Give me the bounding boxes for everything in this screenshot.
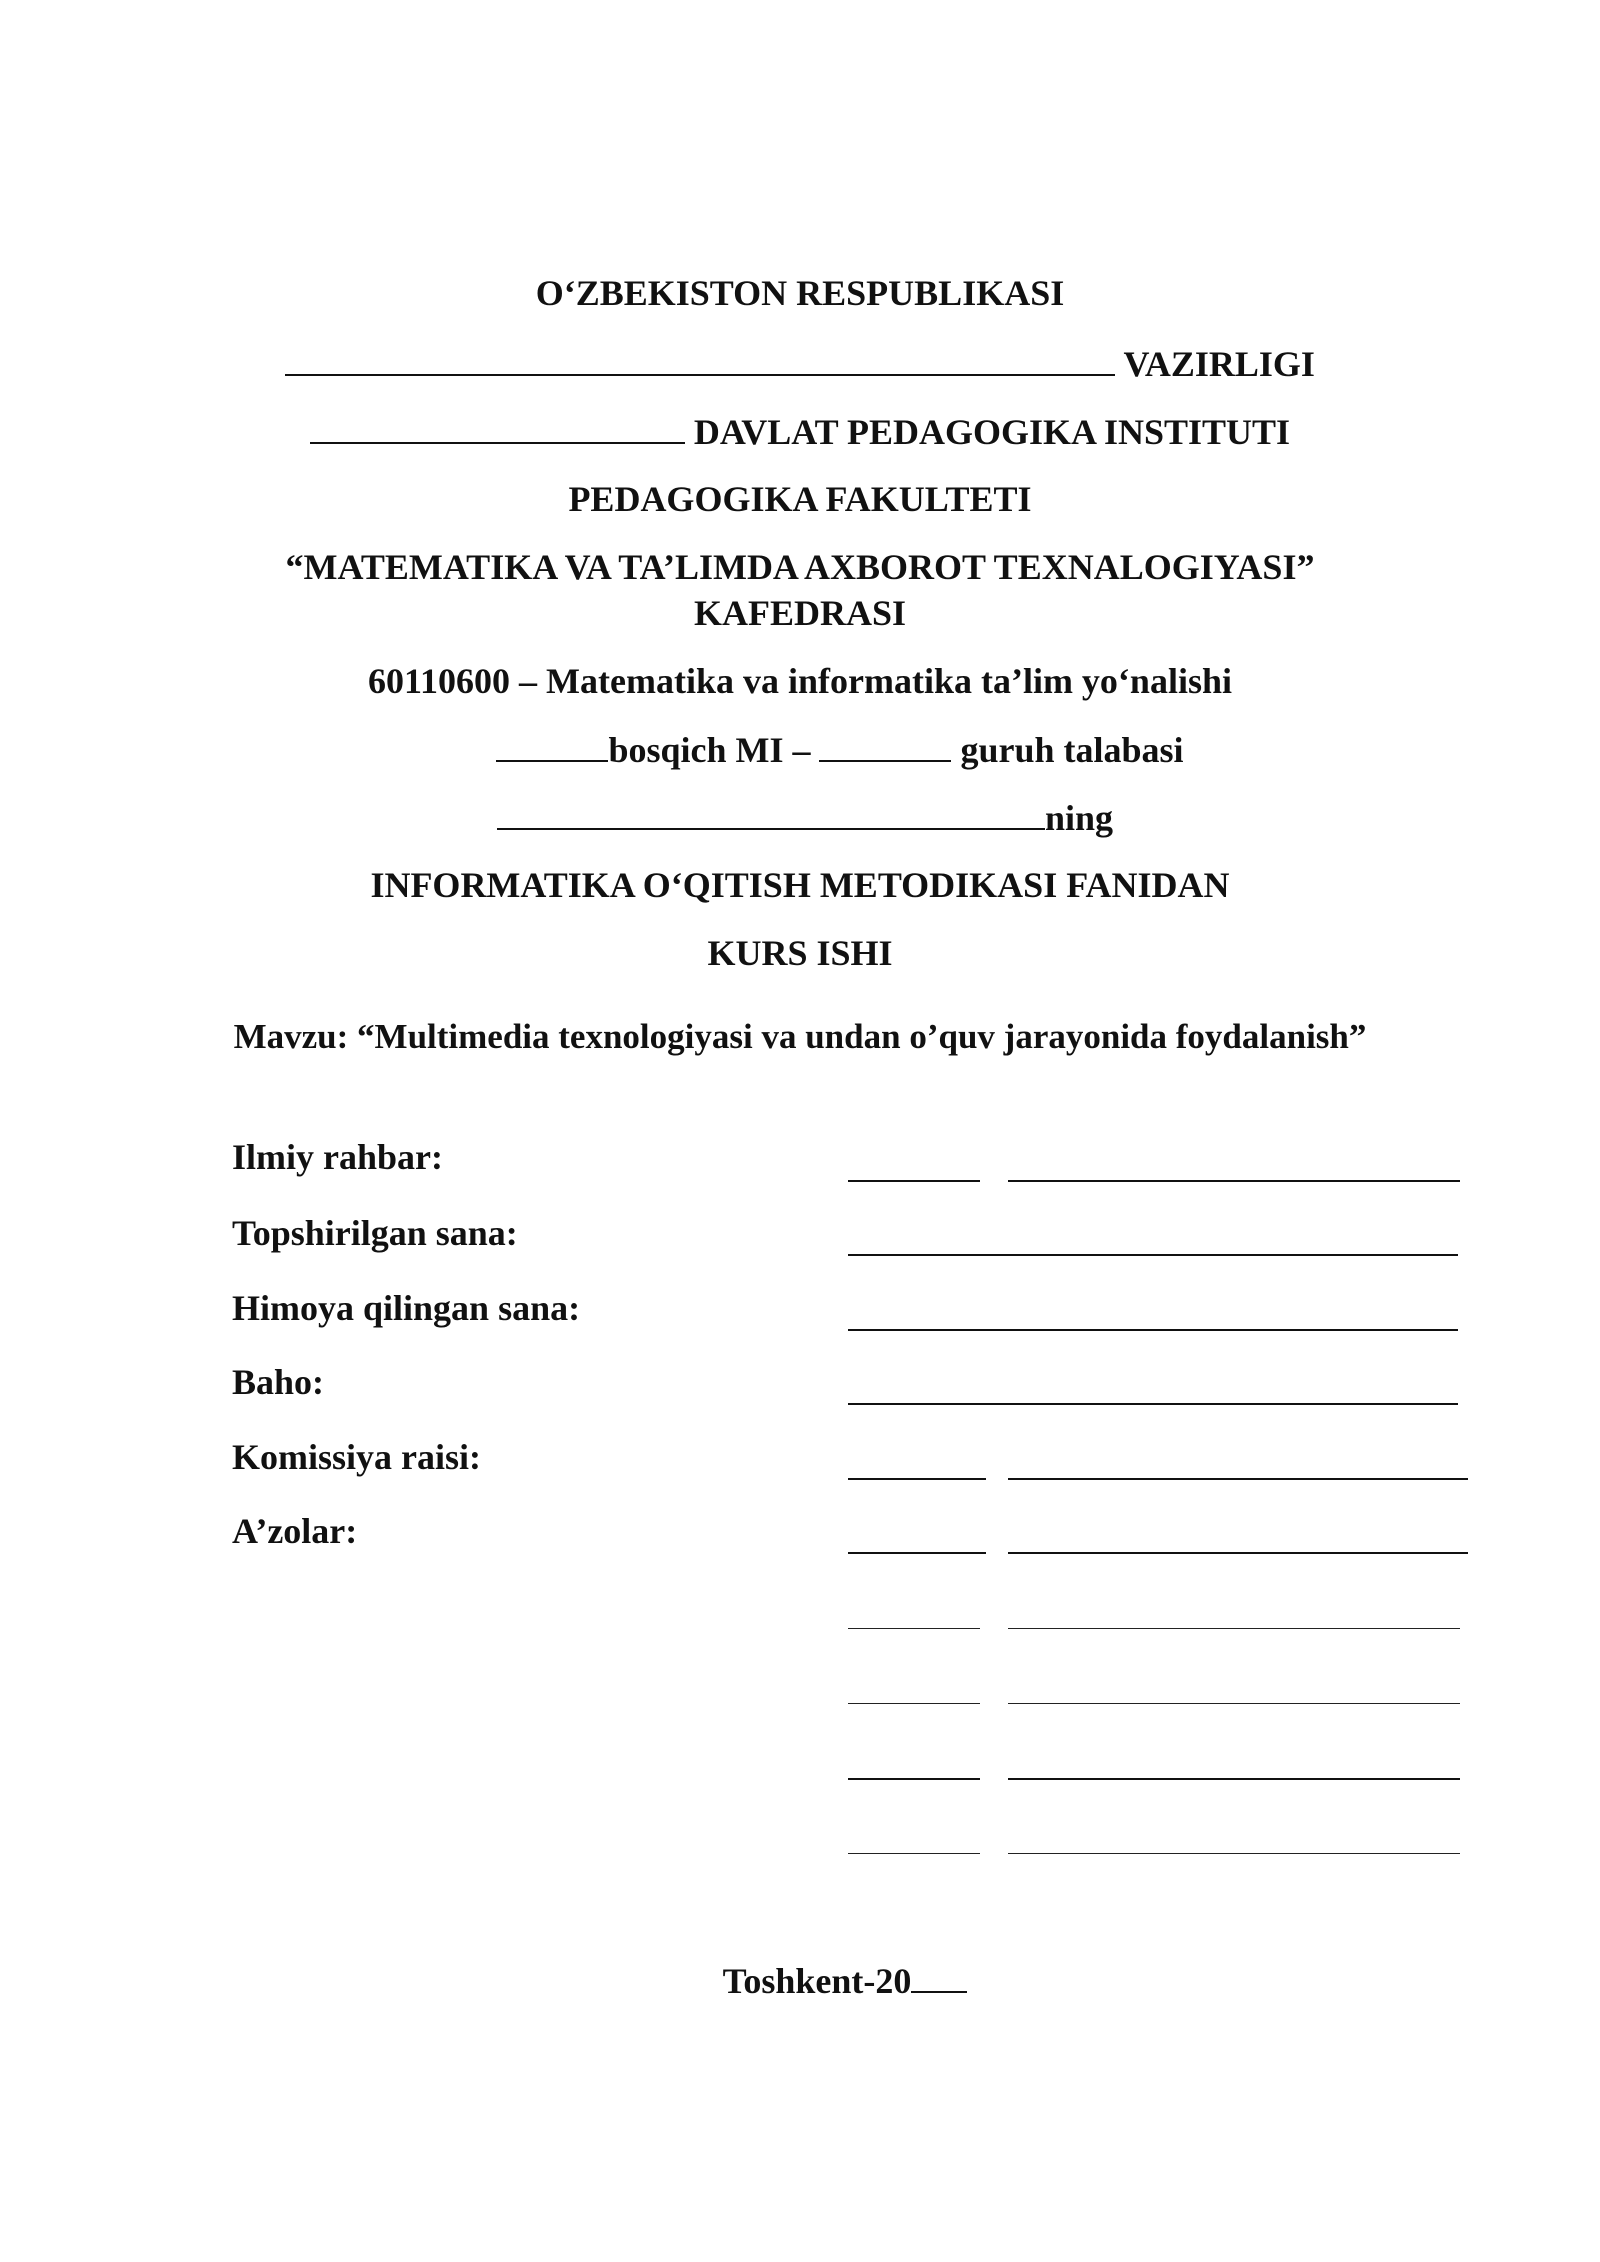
defended-date-label: Himoya qilingan sana: xyxy=(232,1288,581,1328)
city-year-text: Toshkent-20 xyxy=(722,1961,912,2001)
ministry-line xyxy=(0,340,1600,387)
institute-line xyxy=(0,408,1600,455)
work-type-heading xyxy=(0,930,1600,976)
topic-text: Mavzu: “Multimedia texnologiyasi va undan o’quv jarayonida foydalanish” xyxy=(233,1017,1367,1056)
specialty-line xyxy=(0,658,1600,704)
supervisor-name-line[interactable] xyxy=(1008,1180,1460,1182)
country-text: O‘ZBEKISTON RESPUBLIKASI xyxy=(535,273,1065,313)
grade-label: Baho: xyxy=(232,1362,325,1402)
subject-text: INFORMATIKA O‘QITISH METODIKASI FANIDAN xyxy=(370,865,1230,905)
commission-chair-label: Komissiya raisi: xyxy=(232,1437,481,1477)
stage-blank[interactable] xyxy=(496,726,608,762)
member-4-name-line[interactable] xyxy=(1008,1778,1460,1780)
member-5-name-line[interactable] xyxy=(1008,1853,1460,1854)
student-suffix-text: ning xyxy=(1044,798,1114,838)
defended-date-line[interactable] xyxy=(848,1329,1458,1331)
student-name-blank[interactable] xyxy=(497,794,1045,830)
group-blank[interactable] xyxy=(819,726,951,762)
group-line xyxy=(0,726,1600,773)
department-text-1: “MATEMATIKA VA TA’LIMDA AXBOROT TEXNALOGIYASI” xyxy=(285,547,1315,587)
department-heading-line1 xyxy=(0,544,1600,590)
supervisor-label: Ilmiy rahbar: xyxy=(232,1137,443,1177)
chair-name-line[interactable] xyxy=(1008,1478,1468,1480)
member-2-sign-line[interactable] xyxy=(848,1628,980,1629)
submitted-date-label: Topshirilgan sana: xyxy=(232,1213,518,1253)
city-year-line xyxy=(0,1957,1600,2004)
member-3-sign-line[interactable] xyxy=(848,1703,980,1704)
group-student-text: guruh talabasi xyxy=(960,730,1184,770)
stage-text: bosqich MI – xyxy=(608,730,811,770)
members-label: A’zolar: xyxy=(232,1511,358,1551)
department-heading-line2 xyxy=(0,590,1600,636)
subject-heading xyxy=(0,862,1600,908)
member-1-sign-line[interactable] xyxy=(848,1552,986,1554)
student-name-line xyxy=(0,794,1600,841)
member-2-name-line[interactable] xyxy=(1008,1628,1460,1629)
member-3-name-line[interactable] xyxy=(1008,1703,1460,1704)
year-blank[interactable] xyxy=(911,1957,967,1993)
member-5-sign-line[interactable] xyxy=(848,1853,980,1854)
topic-line xyxy=(0,1014,1600,1060)
faculty-text: PEDAGOGIKA FAKULTETI xyxy=(568,479,1032,519)
department-text-2: KAFEDRASI xyxy=(693,593,907,633)
country-heading xyxy=(0,270,1600,316)
work-type-text: KURS ISHI xyxy=(707,933,893,973)
chair-sign-line[interactable] xyxy=(848,1478,986,1480)
member-4-sign-line[interactable] xyxy=(848,1778,980,1780)
supervisor-sign-line[interactable] xyxy=(848,1180,980,1182)
institute-suffix: DAVLAT PEDAGOGIKA INSTITUTI xyxy=(693,412,1291,452)
member-1-name-line[interactable] xyxy=(1008,1552,1468,1554)
institute-blank[interactable] xyxy=(310,408,685,444)
ministry-blank[interactable] xyxy=(285,340,1115,376)
submitted-date-line[interactable] xyxy=(848,1254,1458,1256)
ministry-suffix: VAZIRLIGI xyxy=(1123,344,1315,384)
faculty-heading xyxy=(0,476,1600,522)
grade-line[interactable] xyxy=(848,1403,1458,1405)
specialty-text: 60110600 – Matematika va informatika ta’lim yo‘nalishi xyxy=(368,661,1232,701)
